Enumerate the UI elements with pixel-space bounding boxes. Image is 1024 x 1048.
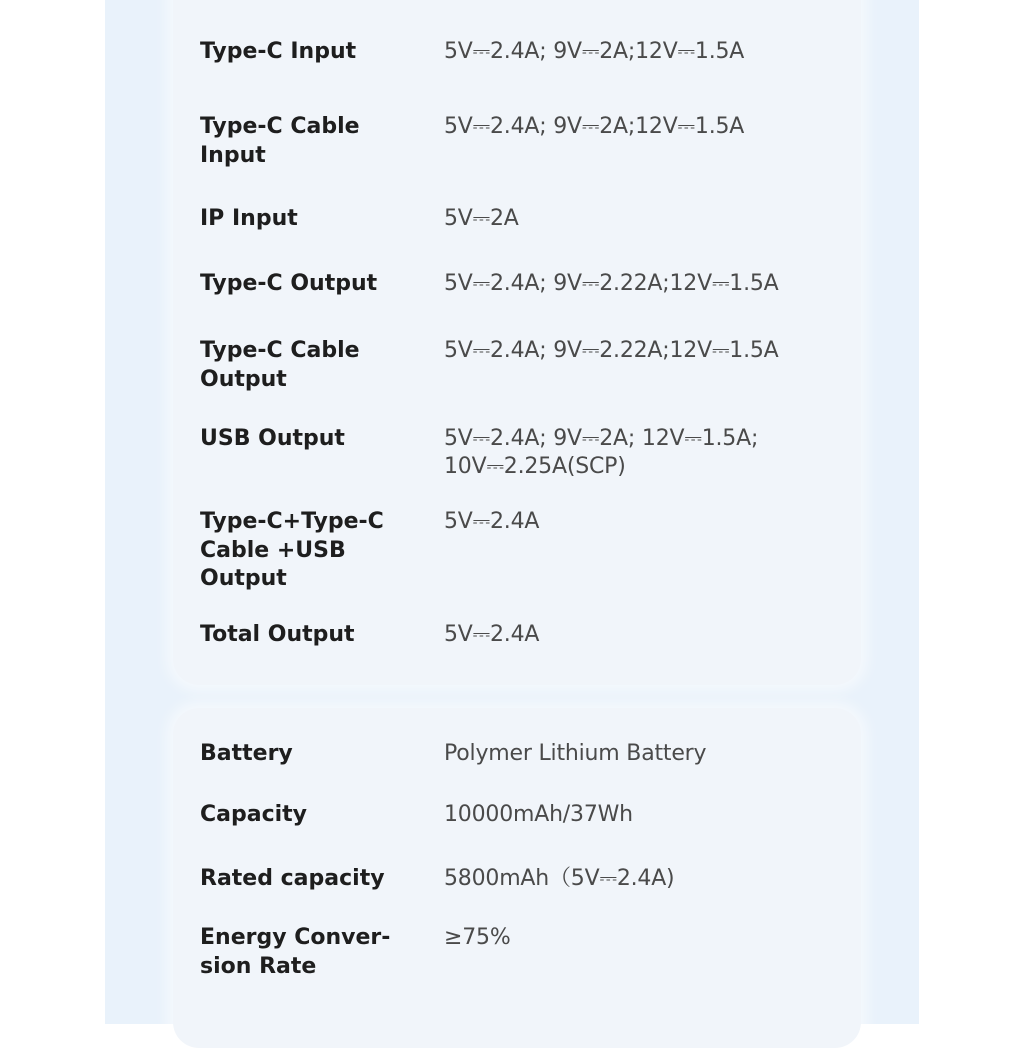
spec-label: IP Input — [200, 206, 298, 231]
spec-value: 5800mAh（5V⎓2.4A) — [444, 866, 675, 891]
spec-value: 5V⎓2.4A — [444, 622, 540, 647]
spec-value: 5V⎓2.4A; 9V⎓2A;12V⎓1.5A — [444, 114, 745, 139]
spec-label: Type-C Input — [200, 39, 357, 64]
spec-value: ≥75% — [444, 925, 511, 950]
spec-value: 5V⎓2.4A; 9V⎓2.22A;12V⎓1.5A — [444, 271, 779, 296]
spec-value: 5V⎓2A — [444, 206, 519, 231]
spec-label: Energy Conver- sion Rate — [200, 925, 391, 979]
spec-value: Polymer Lithium Battery — [444, 741, 707, 766]
spec-label: Capacity — [200, 802, 308, 827]
spec-label: Rated capacity — [200, 866, 385, 891]
spec-value: 5V⎓2.4A; 9V⎓2A; 12V⎓1.5A; 10V⎓2.25A(SCP) — [444, 426, 759, 479]
spec-label: Battery — [200, 741, 293, 766]
battery-spec-card — [173, 708, 861, 1048]
spec-label: Type-C+Type-C Cable +USB Output — [200, 509, 384, 591]
spec-label: Total Output — [200, 622, 355, 647]
spec-value: 10000mAh/37Wh — [444, 802, 633, 827]
spec-value: 5V⎓2.4A — [444, 509, 540, 534]
spec-label: Type-C Output — [200, 271, 378, 296]
spec-value: 5V⎓2.4A; 9V⎓2.22A;12V⎓1.5A — [444, 338, 779, 363]
spec-label: USB Output — [200, 426, 345, 451]
spec-sheet — [105, 0, 919, 1024]
io-spec-card — [173, 0, 861, 685]
spec-label: Type-C Cable Output — [200, 338, 360, 392]
spec-value: 5V⎓2.4A; 9V⎓2A;12V⎓1.5A — [444, 39, 745, 64]
spec-label: Type-C Cable Input — [200, 114, 360, 168]
